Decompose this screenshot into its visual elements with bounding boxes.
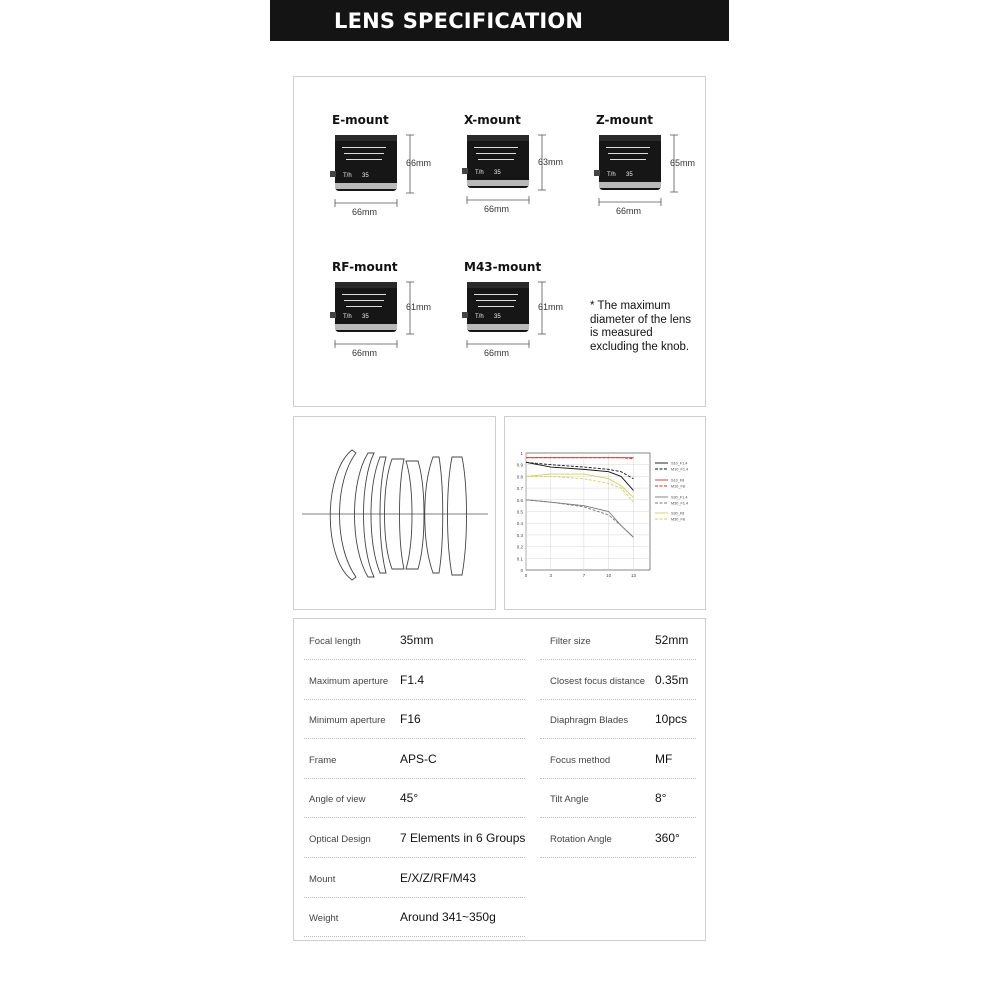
y-tick-label: 0.5 [516, 509, 523, 515]
spec-value: 0.35m [655, 672, 689, 687]
lens-width-dimension: 66mm [484, 348, 510, 358]
note-line: diameter of the lens [590, 313, 692, 326]
note-line: * The maximum [590, 300, 671, 312]
lens-height-dimension: 66mm [406, 158, 432, 168]
spec-value: 360° [655, 831, 680, 845]
lens-width-dimension: 66mm [484, 204, 510, 214]
spec-value: 10pcs [655, 712, 688, 727]
lens-height-dimension: 61mm [538, 302, 564, 312]
spec-label: Frame [309, 754, 337, 766]
lens-image [462, 278, 592, 388]
spec-label: Angle of view [309, 794, 366, 806]
lens-image [462, 131, 592, 241]
x-tick-label: 0 [524, 573, 528, 578]
y-tick-label: 0.7 [516, 486, 523, 492]
x-tick-label: 13 [630, 573, 636, 578]
x-tick-label: 7 [582, 573, 586, 578]
y-tick-label: 0.2 [516, 544, 523, 550]
y-tick-label: 0.8 [516, 474, 523, 480]
lens-image [330, 131, 460, 241]
mount-name: X-mount [464, 113, 521, 127]
page-title: LENS SPECIFICATION [334, 8, 584, 33]
mount-dimensions-panel [293, 76, 706, 407]
mount-card [330, 254, 460, 384]
spec-value: 8° [655, 791, 667, 806]
lens-image [594, 131, 724, 241]
spec-value: 35mm [400, 633, 434, 647]
lens-brand-engraving: T/h [475, 314, 484, 320]
spec-value: E/X/Z/RF/M43 [400, 870, 477, 885]
spec-label: Optical Design [309, 834, 371, 845]
legend-label: S30_F1.4 [671, 495, 688, 500]
spec-row [294, 777, 705, 816]
spec-value: F1.4 [400, 672, 425, 687]
spec-label: Tilt Angle [550, 794, 589, 806]
lens-focal-engraving: 35 [626, 172, 633, 178]
spec-label: Diaphragm Blades [550, 715, 629, 727]
legend-label: M30_F1.4 [671, 501, 689, 506]
note-line: excluding the knob. [590, 340, 690, 353]
spec-row [294, 738, 705, 777]
lens-element-1 [330, 450, 356, 580]
lens-element-5 [406, 461, 424, 569]
lens-element-3 [371, 457, 386, 573]
mtf-chart [505, 417, 705, 609]
y-tick-label: 0.4 [516, 521, 523, 527]
lens-focal-engraving: 35 [362, 173, 369, 179]
spec-row [294, 659, 705, 698]
spec-label: Filter size [550, 636, 591, 647]
lens-focal-engraving: 35 [362, 314, 369, 320]
spec-value: Around 341~350g [400, 910, 496, 925]
mount-name: E-mount [332, 113, 389, 127]
lens-brand-engraving: T/h [607, 172, 616, 178]
spec-table [293, 618, 706, 941]
legend-label: S30_F8 [671, 511, 685, 516]
spec-label: Minimum aperture [309, 715, 386, 727]
spec-value: 45° [400, 791, 419, 806]
y-tick-label: 0.1 [516, 556, 523, 562]
legend-label: M10_F1.4 [671, 467, 689, 472]
x-tick-label: 10 [606, 573, 612, 578]
mount-card [462, 107, 592, 237]
spec-label: Mount [309, 873, 336, 885]
mount-name: Z-mount [596, 113, 654, 127]
optical-diagram-panel [293, 416, 496, 610]
diameter-note [590, 300, 691, 354]
lens-width-dimension: 66mm [616, 206, 642, 216]
legend-label: M10_F8 [671, 484, 685, 489]
spec-value: F16 [400, 712, 421, 727]
lens-height-dimension: 63mm [538, 156, 564, 167]
lens-focal-engraving: 35 [494, 314, 501, 320]
y-tick-label: 0.6 [516, 497, 523, 503]
lens-height-dimension: 61mm [406, 302, 432, 312]
spec-row [294, 698, 705, 737]
spec-value: MF [655, 751, 673, 766]
lens-brand-engraving: T/h [343, 314, 352, 320]
header-banner [270, 0, 729, 41]
y-tick-label: 1 [520, 451, 523, 456]
y-tick-label: 0.3 [516, 532, 523, 538]
lens-element-6 [425, 457, 443, 573]
spec-label: Focal length [309, 636, 361, 647]
spec-row [294, 619, 705, 658]
row-divider [304, 936, 525, 937]
spec-row [294, 896, 705, 935]
lens-width-dimension: 66mm [352, 207, 378, 217]
lens-brand-engraving: T/h [343, 173, 352, 179]
row-divider [540, 857, 696, 858]
spec-value: APS-C [400, 751, 437, 766]
x-tick-label: 3 [549, 573, 553, 578]
mount-name: M43-mount [464, 260, 542, 274]
spec-label: Rotation Angle [550, 834, 612, 845]
spec-value: 7 Elements in 6 Groups [400, 831, 526, 845]
y-tick-label: 0 [520, 568, 523, 573]
lens-element-7 [448, 457, 467, 575]
optical-element-diagram [294, 417, 495, 609]
y-tick-label: 0.9 [516, 462, 523, 468]
legend-label: S10_F1.4 [671, 461, 688, 466]
mount-name: RF-mount [332, 260, 398, 274]
legend-label: M30_F8 [671, 517, 685, 522]
lens-image [330, 278, 460, 388]
mount-card [462, 254, 592, 384]
mtf-chart-panel [504, 416, 706, 610]
legend-label: S10_F8 [671, 478, 685, 483]
lens-focal-engraving: 35 [494, 170, 501, 176]
lens-width-dimension: 66mm [352, 348, 378, 358]
spec-label: Weight [309, 913, 339, 925]
mount-card [594, 107, 724, 237]
spec-row [294, 857, 705, 896]
lens-brand-engraving: T/h [475, 170, 484, 176]
spec-label: Closest focus distance [550, 675, 646, 687]
note-line: is measured [590, 327, 653, 339]
spec-label: Focus method [550, 754, 611, 766]
mount-card [330, 107, 460, 237]
spec-label: Maximum aperture [309, 675, 389, 687]
lens-height-dimension: 65mm [670, 157, 696, 168]
spec-value: 52mm [655, 633, 689, 647]
spec-row [294, 817, 705, 856]
